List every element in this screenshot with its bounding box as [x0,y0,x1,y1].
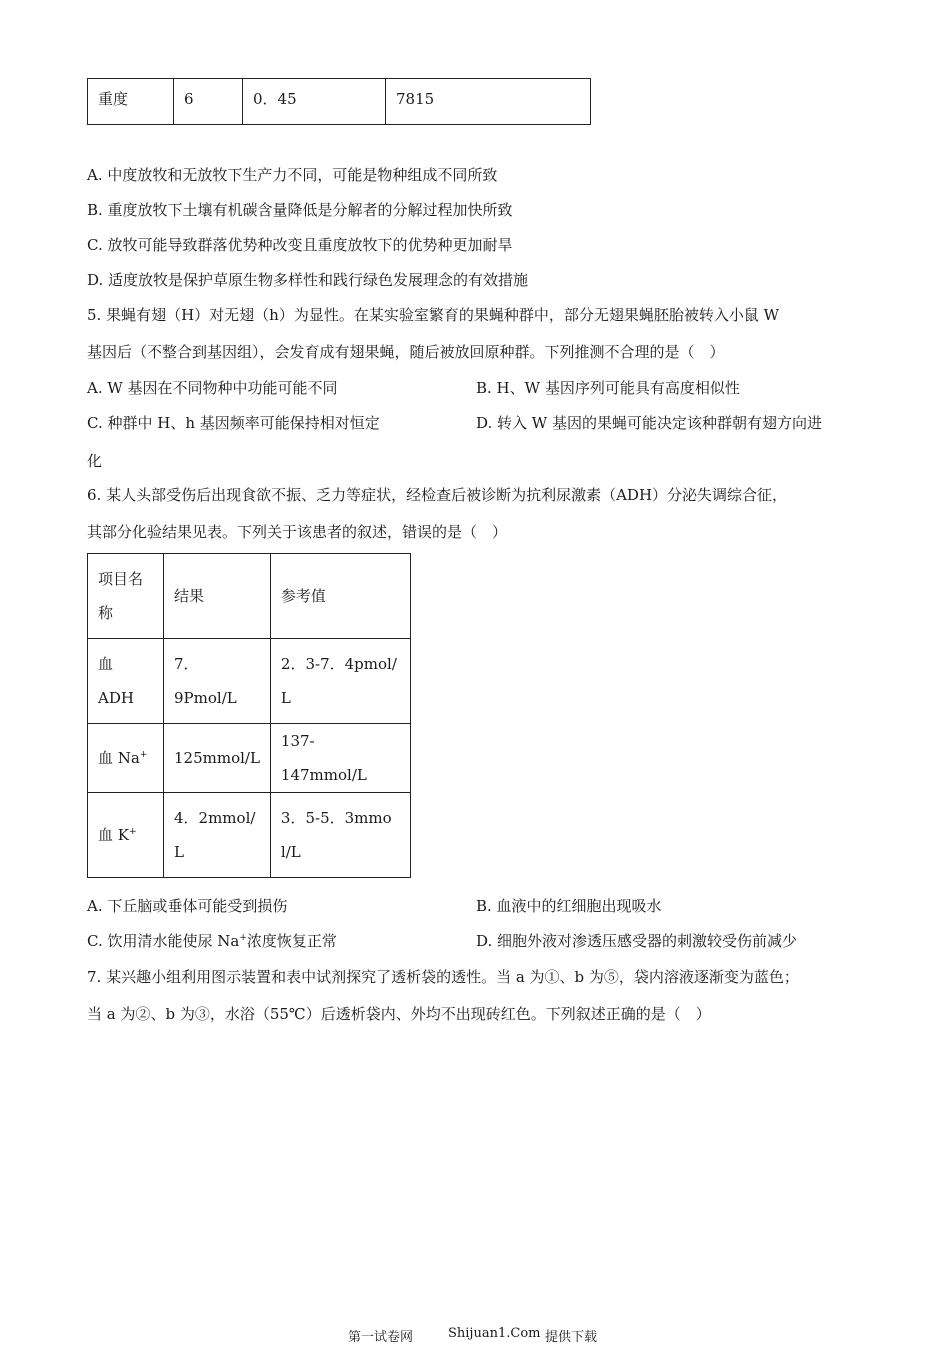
lab-results-table [87,553,411,878]
q7-stem-line2: 当 a 为②、b 为③，水浴（55℃）后透析袋内、外均不出现砖红色。下列叙述正确的是（ ） [87,1005,711,1023]
charge-sup: + [128,827,137,837]
item-label: 血 K [98,826,129,844]
q4-option-c: C. 放牧可能导致群落优势种改变且重度放牧下的优势种更加耐旱 [87,236,513,254]
table-cell: 6 [174,79,243,125]
table-row [88,724,411,793]
footer-site-url: Shijuan1.Com [448,1326,541,1341]
q4-option-a: A. 中度放牧和无放牧下生产力不同，可能是物种组成不同所致 [87,166,498,184]
q6-option-d: D. 细胞外液对渗透压感受器的刺激较受伤前减少 [476,932,798,950]
header-result: 结果 [164,554,271,639]
q5-option-b: B. H、W 基因序列可能具有高度相似性 [476,379,740,397]
cell-result: 4．2mmol/L [164,793,271,878]
q6-stem-line2: 其部分化验结果见表。下列关于该患者的叙述，错误的是（ ） [87,523,508,541]
q6-option-c-post: 浓度恢复正常 [246,932,337,950]
q4-option-d: D. 适度放牧是保护草原生物多样性和践行绿色发展理念的有效措施 [87,271,529,289]
item-label: 血 Na [98,749,140,767]
table-cell: 0．45 [243,79,386,125]
q5-option-a: A. W 基因在不同物种中功能可能不同 [87,379,338,397]
q5-option-d: D. 转入 W 基因的果蝇可能决定该种群朝有翅方向进 [476,414,822,432]
table-cell: 7815 [386,79,591,125]
cell-item [88,724,164,793]
grazing-table [87,78,591,125]
table-row [88,79,591,125]
footer-site-name: 第一试卷网 [348,1330,414,1345]
header-reference: 参考值 [270,554,410,639]
charge-sup: + [139,750,148,760]
header-item: 项目名称 [88,554,164,639]
q5-stem-line2: 基因后（不整合到基因组），会发育成有翅果蝇，随后被放回原种群。下列推测不合理的是（ ） [87,343,725,361]
charge-sup: + [239,933,247,943]
q5-option-c: C. 种群中 H、h 基因频率可能保持相对恒定 [87,414,380,432]
q6-option-a: A. 下丘脑或垂体可能受到损伤 [87,897,288,915]
q7-stem-line1: 7. 某兴趣小组利用图示装置和表中试剂探究了透析袋的透性。当 a 为①、b 为⑤，袋内溶液逐渐变为蓝色； [87,968,799,986]
cell-item [88,793,164,878]
table-cell: 重度 [88,79,174,125]
cell-result: 7．9Pmol/L [164,639,271,724]
q5-option-d-continued: 化 [87,452,103,470]
cell-reference: 3．5-5．3mmol/L [270,793,410,878]
q5-stem-line1: 5. 果蝇有翅（H）对无翅（h）为显性。在某实验室繁育的果蝇种群中，部分无翅果蝇胚胎被转入小鼠 W [87,306,780,324]
table-row [88,639,411,724]
table-row [88,793,411,878]
cell-result: 125mmol/L [164,724,271,793]
cell-item: 血 ADH [88,639,164,724]
cell-reference: 137-147mmol/L [270,724,410,793]
table-header-row [88,554,411,639]
q6-option-c-pre: C. 饮用清水能使尿 Na [87,932,240,950]
cell-reference: 2．3-7．4pmol/L [270,639,410,724]
q6-option-c [87,930,337,951]
q4-option-b: B. 重度放牧下土壤有机碳含量降低是分解者的分解过程加快所致 [87,201,513,219]
footer-download: 提供下载 [545,1330,598,1345]
q6-option-b: B. 血液中的红细胞出现吸水 [476,897,662,915]
q6-stem-line1: 6. 某人头部受伤后出现食欲不振、乏力等症状，经检查后被诊断为抗利尿激素（ADH）分泌失调综合征， [87,486,788,504]
